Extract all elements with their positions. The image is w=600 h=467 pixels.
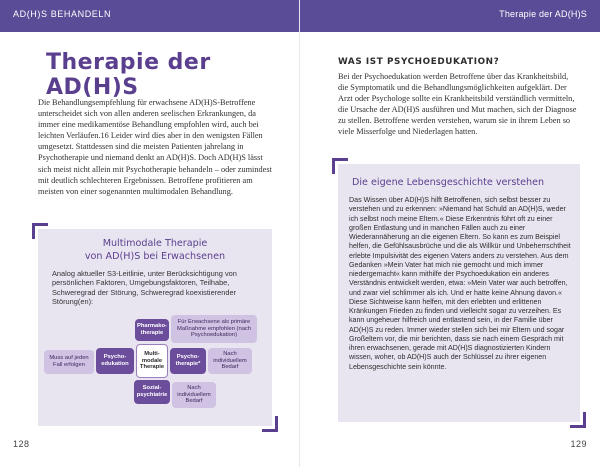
chapter-title: Therapie der AD(H)S: [46, 50, 211, 100]
node-individual-need-right: Nach individuellem Bedarf: [208, 348, 252, 374]
section-heading: WAS IST PSYCHOEDUKATION?: [338, 57, 500, 67]
node-adults-primary: Für Erwachsene als primäre Maßnahme empfohlen (nach Psychoedukation): [171, 315, 257, 343]
page-number-right: 129: [570, 439, 587, 449]
node-pharmacotherapy: Pharmako-therapie: [135, 319, 169, 341]
node-psychoeducation: Psycho-edukation: [96, 348, 134, 374]
right-body-text: Bei der Psychoedukation werden Betroffene über das Krankheitsbild, die Symptomatik und die Behandlungsmöglichkeiten aufgeklärt. Der Arzt oder Psychologe sollte ein Krankheitsbild verständlich vermitteln, die Ursache der AD(H)S ausführen und Mut machen, sich der Diagnose zu stellen. Betroffene werden verstehen, warum sie in ihrem Leben so viele Misserfolge und Niederlagen hatten.: [338, 72, 577, 137]
box-text: Das Wissen über AD(H)S hilft Betroffenen, sich selbst besser zu verstehen und zu erkennen: »Niemand hat Schuld an AD(H)S, weder ich selbst noch meine Eltern.« Diese Erkenntnis führt oft zu einer großen Entlastung und in manchen Fällen auch zu einer Wiederannäherung an die eigenen Eltern. So kann es zum Beispiel helfen, die Gefühlsausbrüche und die als Willkür und Unbeherrschtheit erlebte Impulsivität des eigenen Vaters anders zu verstehen. Aus dem Gedanken »Mein Vater hat mich nie gemocht und mich immer niedergemacht« kann mithilfe der Psychoedukation ein anderes Verständnis entwickelt werden, etwa: »Mein Vater war auch betroffen, und zwar viel schlimmer als ich. Und er hatte keine Ahnung davon.« Diese Sichtweise kann helfen, mit den erlebten und erlittenen Kränkungen Frieden zu finden und vielleicht sogar zu verzeihen. Es kann ungeheuer hilfreich und entlastend sein, in der Familie über AD(H)S zu reden. Immer wieder stellen sich bei mir Eltern und sogar Großeltern vor, die mir berichten, dass sie nach einem Gespräch mit ihren erwachsenen, gerade mit AD(H)S diagnostizierten Kindern wissen, woher, ob AD(H)S auch der Schlüssel zu ihrer eigenen Lebensgeschichte sein könnte.: [349, 196, 571, 371]
corner-bracket-top-left: [332, 158, 348, 174]
right-page: [300, 0, 600, 467]
node-psychotherapy: Psycho-therapie*: [170, 348, 206, 374]
node-must-happen: Muss auf jeden Fall erfolgen: [44, 350, 94, 374]
running-header-right: Therapie der AD(H)S: [499, 9, 587, 19]
infobox-description: Analog aktueller S3-Leitlinie, unter Berücksichtigung von persönlichen Faktoren, Umgebungsfaktoren, Teilhabe, Schweregrad der Störung, Schweregrad koexistierender Störung(en):: [52, 269, 237, 307]
corner-bracket-bottom-right: [570, 412, 586, 428]
running-header-left: AD(H)S BEHANDELN: [13, 9, 112, 19]
left-body-paragraph: Die Behandlungsempfehlung für erwachsene AD(H)S-Betroffene unterscheidet sich von allen anderen seelischen Erkrankungen, da immer eine medikamentöse Behandlung empfohlen wird, auch bei leichten Verläufen.16 Leider wird dies aber in den wenigsten Fällen umgesetzt. Stattdessen sind die meisten Patienten jahrelang in Psychotherapie und niemand denkt an AD(H)S. Doch AD(H)S lässt sich meist nicht allein mit Psychotherapie behandeln – oder zumindest mit deutlich schlechteren Ergebnissen. Betroffene profitieren am meisten von einer sogenannten multimodalen Behandlung.: [38, 98, 272, 196]
infobox-title: [38, 237, 272, 263]
life-story-box: [338, 164, 580, 422]
infobox-title-line2: von AD(H)S bei Erwachsenen: [84, 251, 226, 262]
corner-bracket-bottom-right: [262, 416, 278, 432]
infobox-title-line1: Multimodale Therapie: [102, 238, 208, 249]
multimodal-therapy-infobox: [38, 229, 272, 426]
page-number-left: 128: [13, 439, 30, 449]
node-social-psychiatry: Sozial-psychiatrie: [134, 380, 170, 404]
node-multimodal-center: Multi-modale Therapie: [136, 344, 168, 378]
node-individual-need-bottom: Nach individuellem Bedarf: [172, 382, 216, 408]
left-body-text: [38, 97, 272, 197]
box-title: Die eigene Lebensgeschichte verstehen: [352, 177, 545, 188]
